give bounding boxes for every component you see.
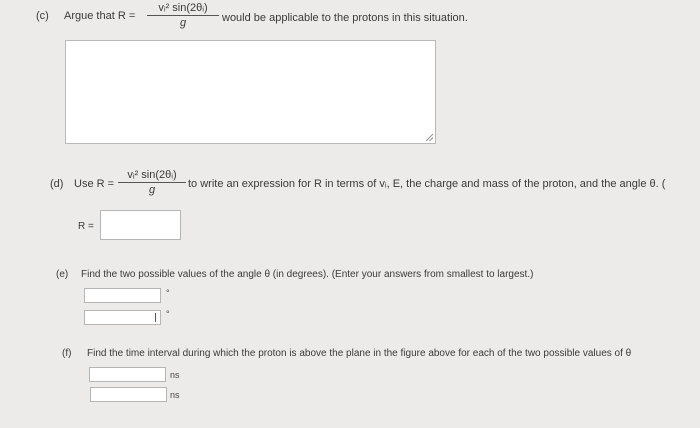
part-f-time-input-1[interactable]: [89, 367, 166, 382]
part-d-prompt-end: to write an expression for R in terms of vᵢ, E, the charge and mass of the proton, and the angle θ. (: [188, 178, 666, 190]
degree-unit-1: °: [166, 288, 170, 298]
part-e-angle-input-2[interactable]: [84, 310, 161, 325]
ns-unit-2: ns: [170, 390, 180, 400]
degree-unit-2: °: [166, 309, 170, 319]
part-c-formula-numerator: vᵢ² sin(2θᵢ): [147, 2, 219, 16]
part-d-formula: [118, 169, 186, 196]
part-e-label: (e): [56, 269, 69, 280]
part-d-label: (d): [50, 178, 64, 190]
part-f-prompt: Find the time interval during which the proton is above the plane in the figure above for each of the two possible values of θ: [87, 348, 632, 359]
part-c-prompt-start: Argue that R =: [64, 10, 136, 22]
part-c-formula-denominator: g: [179, 17, 187, 29]
part-c-label: (c): [36, 10, 49, 22]
part-d-answer-label: R =: [78, 221, 94, 232]
part-d-formula-numerator: vᵢ² sin(2θᵢ): [118, 169, 186, 183]
part-d-prompt-start: Use R =: [74, 178, 115, 190]
resize-grip-icon[interactable]: [426, 134, 433, 141]
part-c-answer-textarea[interactable]: [65, 40, 436, 144]
ns-unit-1: ns: [170, 370, 180, 380]
part-f-label: (f): [62, 348, 72, 359]
part-f-time-input-2[interactable]: [90, 387, 167, 402]
part-e-angle-input-1[interactable]: [84, 288, 161, 303]
part-e-prompt: Find the two possible values of the angle θ (in degrees). (Enter your answers from smallest to largest.): [81, 269, 534, 280]
part-d-answer-input[interactable]: [100, 210, 181, 240]
part-c-formula: [147, 2, 219, 29]
part-d-formula-denominator: g: [148, 184, 156, 196]
part-c-prompt-end: would be applicable to the protons in this situation.: [222, 12, 468, 24]
text-cursor-icon: [155, 313, 156, 322]
